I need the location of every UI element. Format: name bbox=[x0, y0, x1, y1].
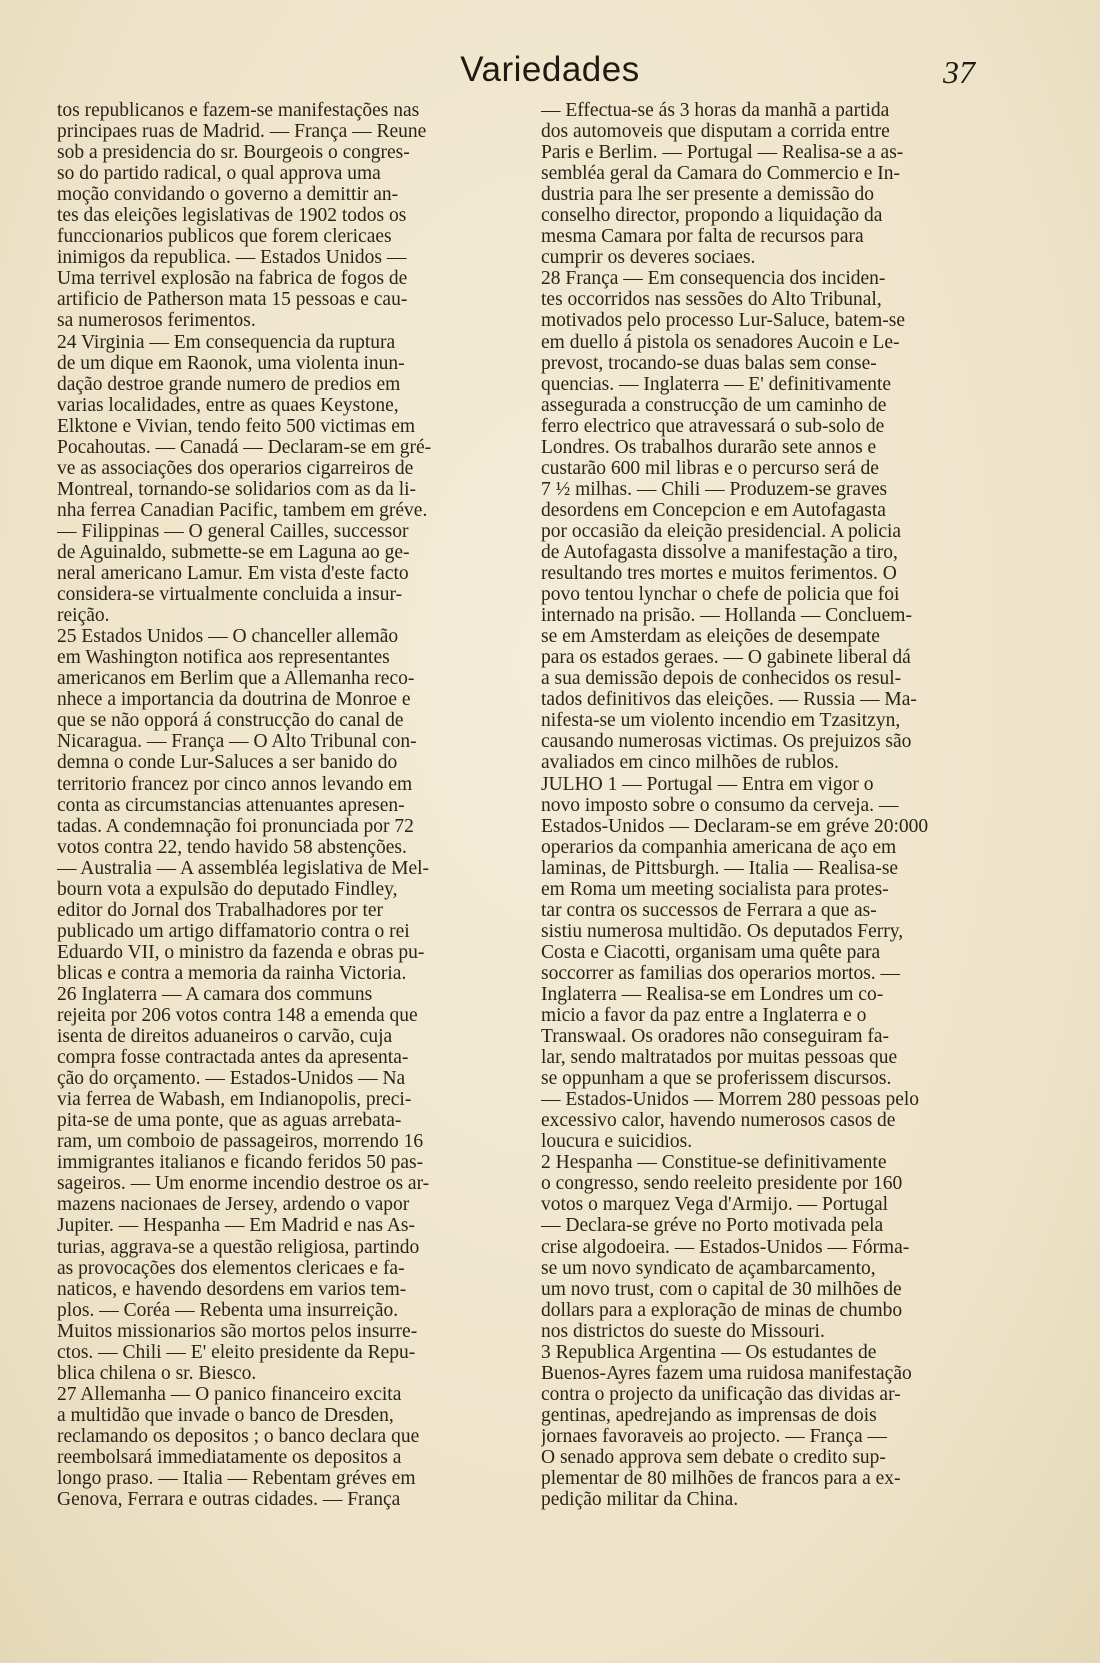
text-line: territorio francez por cinco annos levando em bbox=[57, 773, 413, 795]
text-line: tes occorridos nas sessões do Alto Tribunal, bbox=[541, 289, 882, 311]
text-line: quencias. — Inglaterra — E' definitivamente bbox=[541, 373, 892, 395]
text-line: Pocahoutas. — Canadá — Declaram-se em gré- bbox=[57, 436, 432, 458]
text-line: editor do Jornal dos Trabalhadores por ter bbox=[57, 899, 384, 921]
text-line: em Roma um meeting socialista para protes- bbox=[541, 878, 889, 900]
text-line: povo tentou lynchar o chefe de policia que foi bbox=[541, 584, 900, 606]
text-line: demna o conde Lur-Saluces a ser banido do bbox=[57, 752, 398, 774]
text-line: de um dique em Raonok, uma violenta inun- bbox=[57, 352, 405, 374]
text-line: varias localidades, entre as quaes Keystone, bbox=[57, 394, 399, 416]
text-line: 27 Allemanha — O panico financeiro excita bbox=[57, 1383, 402, 1405]
text-line: para os estados geraes. — O gabinete liberal dá bbox=[541, 647, 911, 669]
text-line: 3 Republica Argentina — Os estudantes de bbox=[541, 1341, 877, 1363]
text-line: se um novo syndicato de açambarcamento, bbox=[541, 1257, 876, 1279]
text-line: em Washington notifica aos representantes bbox=[57, 647, 390, 669]
text-line: tar contra os successos de Ferrara a que as- bbox=[541, 899, 877, 921]
text-line: bourn vota a expulsão do deputado Findley, bbox=[57, 878, 398, 900]
text-line: so do partido radical, o qual approva uma bbox=[57, 163, 381, 185]
text-line: plementar de 80 milhões de francos para a ex- bbox=[541, 1468, 901, 1490]
text-line: rejeita por 206 votos contra 148 a emenda que bbox=[57, 1005, 418, 1027]
text-line: nhece a importancia da doutrina de Monroe e bbox=[57, 689, 411, 711]
text-line: Genova, Ferrara e outras cidades. — França bbox=[57, 1489, 401, 1511]
text-line: immigrantes italianos e ficando feridos 50 pas- bbox=[57, 1152, 424, 1174]
text-line: votos contra 22, tendo havido 58 abstenções. bbox=[57, 836, 407, 858]
text-line: Buenos-Ayres fazem uma ruidosa manifestação bbox=[541, 1362, 912, 1384]
text-line: — Filippinas — O general Cailles, successor bbox=[57, 520, 409, 542]
text-line: sistiu numerosa multidão. Os deputados Ferry, bbox=[541, 920, 904, 942]
text-line: artificio de Patherson mata 15 pessoas e cau- bbox=[57, 289, 408, 311]
text-line: funccionarios publicos que forem clericaes bbox=[57, 226, 392, 248]
text-line: avaliados em cinco milhões de rublos. bbox=[541, 752, 839, 774]
text-line: prevost, trocando-se duas balas sem conse- bbox=[541, 352, 877, 374]
text-line: naticos, e havendo desordens em varios tem- bbox=[57, 1278, 407, 1300]
text-line: nha ferrea Canadian Pacific, tambem em gréve. bbox=[57, 499, 428, 521]
text-line: reembolsará immediatamente os depositos a bbox=[57, 1447, 402, 1468]
text-line: Estados-Unidos — Declaram-se em gréve 20:000 bbox=[541, 815, 929, 837]
text-line: ve as associações dos operarios cigarreiros de bbox=[57, 457, 414, 479]
text-line: neral americano Lamur. Em vista d'este facto bbox=[57, 563, 409, 585]
text-line: plos. — Coréa — Rebenta uma insurreição. bbox=[57, 1299, 399, 1321]
text-line: as provocações dos elementos clericaes e fa- bbox=[57, 1257, 405, 1279]
text-line: Transwaal. Os oradores não conseguiram fa- bbox=[541, 1026, 890, 1048]
text-line: desordens em Concepcion e em Autofagasta bbox=[541, 499, 886, 521]
text-line: soccorrer as familias dos operarios mortos. — bbox=[541, 962, 901, 984]
text-line: Costa e Ciacotti, organisam uma quête para bbox=[541, 941, 881, 963]
text-line: em duello á pistola os senadores Aucoin e Le- bbox=[541, 331, 900, 353]
text-line: Uma terrivel explosão na fabrica de fogos de bbox=[57, 268, 408, 290]
text-line: tos republicanos e fazem-se manifestações nas bbox=[57, 100, 420, 121]
text-line: dollars para a exploração de minas de chumbo bbox=[541, 1299, 903, 1321]
text-line: considera-se virtualmente concluida a insur- bbox=[57, 584, 403, 606]
text-line: tes das eleições legislativas de 1902 todos os bbox=[57, 205, 407, 227]
text-line: Muitos missionarios são mortos pelos insurre- bbox=[57, 1320, 418, 1342]
text-line: a sua demissão depois de conhecidos os resul- bbox=[541, 668, 902, 690]
text-line: — Declara-se gréve no Porto motivada pela bbox=[541, 1215, 884, 1237]
text-line: Eduardo VII, o ministro da fazenda e obras pu- bbox=[57, 941, 425, 963]
text-line: dos automoveis que disputam a corrida entre bbox=[541, 121, 890, 143]
text-line: isenta de direitos aduaneiros o carvão, cuja bbox=[57, 1026, 393, 1048]
page-header-title: Variedades bbox=[460, 50, 640, 89]
text-line: assegurada a construcção de um caminho de bbox=[541, 394, 887, 416]
text-line: moção convidando o governo a demittir an- bbox=[57, 184, 399, 206]
text-line: 25 Estados Unidos — O chanceller allemão bbox=[57, 626, 399, 648]
text-line: lar, sendo maltratados por muitas pessoas que bbox=[541, 1047, 898, 1069]
text-line: votos o marquez Vega d'Armijo. — Portugal bbox=[541, 1194, 889, 1216]
text-line: Inglaterra — Realisa-se em Londres um co- bbox=[541, 983, 884, 1005]
text-line: Londres. Os trabalhos durarão sete annos e bbox=[541, 436, 877, 458]
text-line: novo imposto sobre o consumo da cerveja. — bbox=[541, 794, 899, 816]
text-line: Nicaragua. — França — O Alto Tribunal con- bbox=[57, 731, 417, 753]
text-line: principaes ruas de Madrid. — França — Reune bbox=[57, 121, 427, 143]
text-line: loucura e suicidios. bbox=[541, 1131, 693, 1153]
right-column bbox=[541, 100, 1009, 1510]
text-line: O senado approva sem debate o credito sup- bbox=[541, 1447, 886, 1468]
text-line: — Australia — A assembléa legislativa de Mel- bbox=[57, 857, 430, 879]
text-line: pedição militar da China. bbox=[541, 1489, 739, 1511]
text-line: reclamando os depositos ; o banco declara que bbox=[57, 1425, 420, 1447]
text-line: — Effectua-se ás 3 horas da manhã a partida bbox=[541, 100, 890, 121]
text-line: gentinas, apedrejando as imprensas de dois bbox=[541, 1404, 877, 1426]
text-line: o congresso, sendo reeleito presidente por 160 bbox=[541, 1173, 903, 1195]
text-line: pita-se de uma ponte, que as aguas arrebata- bbox=[57, 1110, 402, 1132]
text-line: motivados pelo processo Lur-Saluce, batem-se bbox=[541, 310, 906, 332]
text-line: tadas. A condemnação foi pronunciada por 72 bbox=[57, 815, 414, 837]
text-line: de Autofagasta dissolve a manifestação a tiro, bbox=[541, 541, 898, 563]
text-line: sembléa geral da Camara do Commercio e In- bbox=[541, 163, 900, 185]
text-line: via ferrea de Wabash, em Indianopolis, preci- bbox=[57, 1089, 412, 1111]
text-line: excessivo calor, havendo numerosos casos de bbox=[541, 1110, 896, 1132]
text-line: tados definitivos das eleições. — Russia — Ma- bbox=[541, 689, 917, 711]
text-line: blica chilena o sr. Biesco. bbox=[57, 1362, 257, 1384]
text-line: resultando tres mortes e muitos ferimentos. O bbox=[541, 563, 897, 585]
text-line: dação destroe grande numero de predios em bbox=[57, 373, 401, 395]
text-line: conselho director, propondo a liquidação da bbox=[541, 205, 883, 227]
text-line: sa numerosos ferimentos. bbox=[57, 310, 256, 332]
text-line: Montreal, tornando-se solidarios com as da li- bbox=[57, 478, 417, 500]
text-line: dustria para lhe ser presente a demissão do bbox=[541, 184, 875, 206]
text-line: por occasião da eleição presidencial. A policia bbox=[541, 520, 902, 542]
text-line: Paris e Berlim. — Portugal — Realisa-se a as- bbox=[541, 142, 904, 164]
text-line: americanos em Berlim que a Allemanha reco- bbox=[57, 668, 415, 690]
text-line: crise algodoeira. — Estados-Unidos — Fórma- bbox=[541, 1236, 910, 1258]
text-line: internado na prisão. — Hollanda — Concluem- bbox=[541, 605, 912, 627]
text-line: publicado um artigo diffamatorio contra o rei bbox=[57, 920, 410, 942]
text-line: turias, aggrava-se a questão religiosa, partindo bbox=[57, 1236, 420, 1258]
text-line: causando numerosas victimas. Os prejuizos são bbox=[541, 731, 912, 753]
text-line: nifesta-se um violento incendio em Tzasitzyn, bbox=[541, 710, 901, 732]
text-line: nos districtos do sueste do Missouri. bbox=[541, 1320, 825, 1342]
text-line: se oppunham a que se proferissem discursos. bbox=[541, 1068, 892, 1090]
text-line: jornaes favoraveis ao projecto. — França — bbox=[541, 1425, 887, 1447]
text-line: laminas, de Pittsburgh. — Italia — Realisa-se bbox=[541, 857, 899, 879]
text-line: custarão 600 mil libras e o percurso será de bbox=[541, 457, 879, 479]
text-line: mesma Camara por falta de recursos para bbox=[541, 226, 864, 248]
text-line: um novo trust, com o capital de 30 milhões de bbox=[541, 1278, 902, 1300]
text-line: longo praso. — Italia — Rebentam gréves em bbox=[57, 1468, 416, 1490]
text-line: cumprir os deveres sociaes. bbox=[541, 247, 756, 269]
text-line: operarios da companhia americana de aço em bbox=[541, 836, 897, 858]
text-line: 28 França — Em consequencia dos inciden- bbox=[541, 268, 886, 290]
text-line: conta as circumstancias attenuantes apresen- bbox=[57, 794, 405, 816]
text-line: mazens nacionaes de Jersey, ardendo o vapor bbox=[57, 1194, 410, 1216]
left-column bbox=[57, 100, 525, 1510]
text-line: 7 ½ milhas. — Chili — Produzem-se graves bbox=[541, 478, 888, 500]
text-line: compra fosse contractada antes da apresenta- bbox=[57, 1047, 409, 1069]
text-line: micio a favor da paz entre a Inglaterra e o bbox=[541, 1005, 867, 1027]
text-line: contra o projecto da unificação das dividas ar- bbox=[541, 1383, 901, 1405]
text-line: de Aguinaldo, submette-se em Laguna ao ge- bbox=[57, 541, 410, 563]
text-line: Elktone e Vivian, tendo feito 500 victimas em bbox=[57, 415, 416, 437]
text-line: 26 Inglaterra — A camara dos communs bbox=[57, 983, 373, 1005]
text-line: sageiros. — Um enorme incendio destroe os ar- bbox=[57, 1173, 430, 1195]
text-line: Jupiter. — Hespanha — Em Madrid e nas As- bbox=[57, 1215, 415, 1237]
text-line: sob a presidencia do sr. Bourgeois o congres- bbox=[57, 142, 410, 164]
text-line: se em Amsterdam as eleições de desempate bbox=[541, 626, 880, 648]
text-line: ferro electrico que atravessará o sub-solo de bbox=[541, 415, 885, 437]
text-line: — Estados-Unidos — Morrem 280 pessoas pelo bbox=[541, 1089, 920, 1111]
text-line: blicas e contra a memoria da rainha Victoria. bbox=[57, 962, 407, 984]
text-line: 24 Virginia — Em consequencia da ruptura bbox=[57, 331, 396, 353]
text-line: ctos. — Chili — E' eleito presidente da Repu- bbox=[57, 1341, 416, 1363]
text-line: que se não opporá á construcção do canal de bbox=[57, 710, 404, 732]
text-line: reição. bbox=[57, 605, 110, 627]
text-line: JULHO 1 — Portugal — Entra em vigor o bbox=[541, 773, 874, 795]
text-line: ram, um comboio de passageiros, morrendo 16 bbox=[57, 1131, 424, 1153]
page-number: 37 bbox=[943, 54, 975, 90]
text-line: ção do orçamento. — Estados-Unidos — Na bbox=[57, 1068, 406, 1090]
text-line: 2 Hespanha — Constitue-se definitivamente bbox=[541, 1152, 887, 1174]
text-line: a multidão que invade o banco de Dresden, bbox=[57, 1404, 394, 1426]
text-line: inimigos da republica. — Estados Unidos — bbox=[57, 247, 407, 269]
